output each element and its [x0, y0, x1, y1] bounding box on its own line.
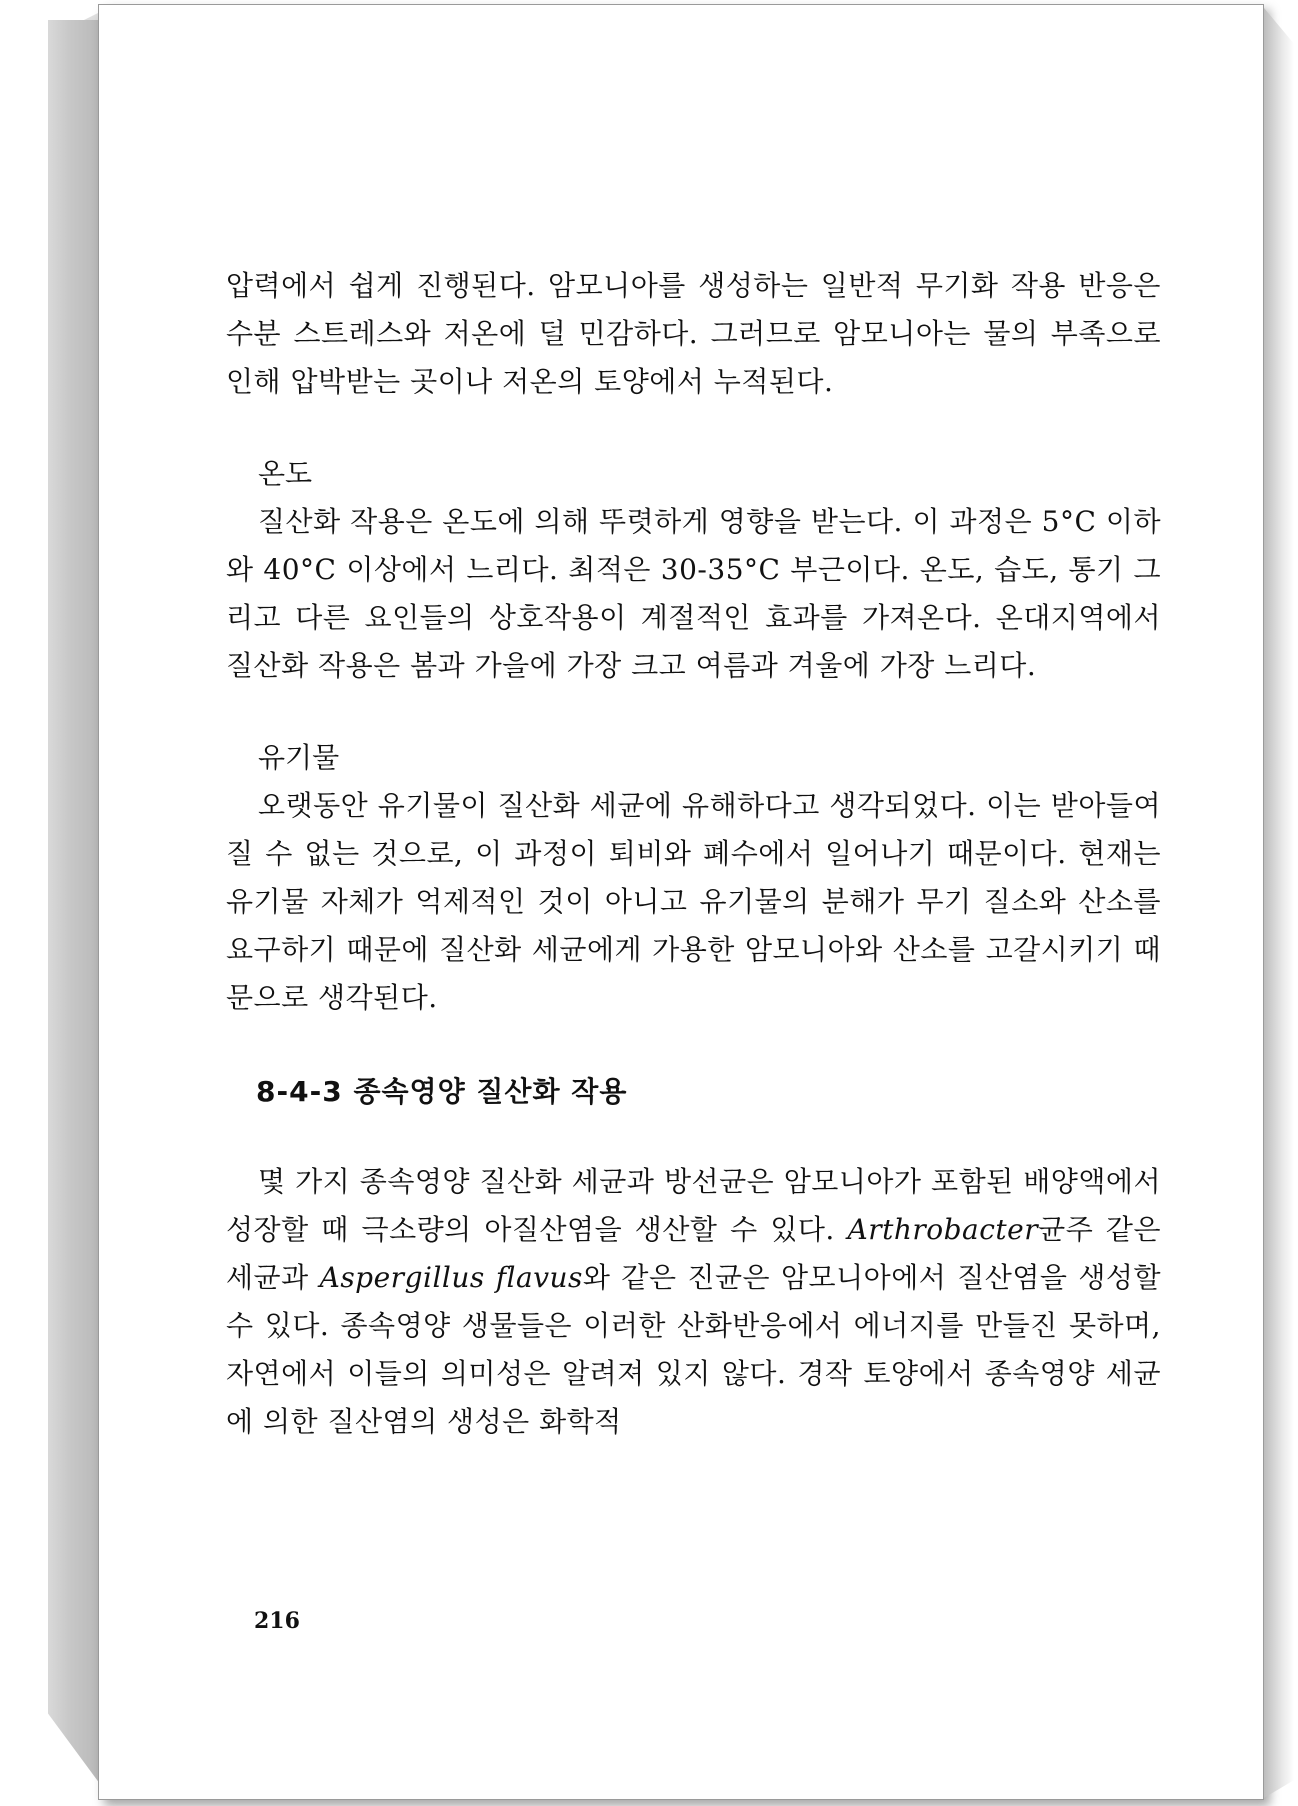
section-title: 8-4-3 종속영양 질산화 작용 — [256, 1075, 628, 1108]
paragraph-intro: 압력에서 쉽게 진행된다. 암모니아를 생성하는 일반적 무기화 작용 반응은 수분 스트레스와 저온에 덜 민감하다. 그러므로 암모니아는 물의 부족으로 인해 압박받는 곳이나 저온의 토양에서 누적된다. — [226, 269, 1161, 398]
page-number: 216 — [254, 1608, 300, 1634]
heading-temperature: 온도 — [258, 457, 313, 490]
text-segment: 균주 같은 세균과 — [226, 1213, 1162, 1294]
paragraph-heterotrophic — [226, 1158, 1161, 1446]
text-segment: 몇 가지 종속영양 질산화 세균과 방선균은 암모니아가 포함된 배양액에서 성장할 때 극소량의 아질산염을 생산할 수 있다. — [226, 1165, 1161, 1246]
species-name-arthrobacter: Arthrobacter — [847, 1213, 1039, 1246]
heading-organic-matter: 유기물 — [258, 741, 340, 774]
species-name-aspergillus: Aspergillus flavus — [319, 1261, 583, 1294]
text-segment: 와 같은 진균은 암모니아에서 질산염을 생성할 수 있다. 종속영양 생물들은 이러한 산화반응에서 에너지를 만들진 못하며, 자연에서 이들의 의미성은 알려져 있지 않다. 경작 토양에서 종속영양 세균에 의한 질산염의 생성은 화학적 — [226, 1261, 1162, 1438]
page-content — [226, 262, 1161, 1446]
book-spine — [48, 20, 100, 1784]
paragraph-organic-matter: 오랫동안 유기물이 질산화 세균에 유해하다고 생각되었다. 이는 받아들여질 수 없는 것으로, 이 과정이 퇴비와 폐수에서 일어나기 때문이다. 현재는 유기물 자체가 억제적인 것이 아니고 유기물의 분해가 무기 질소와 산소를 요구하기 때문에 질산화 세균에게 가용한 암모니아와 산소를 고갈시키기 때문으로 생각된다. — [226, 789, 1161, 1014]
page-right-edge — [1264, 8, 1294, 1798]
paragraph-temperature: 질산화 작용은 온도에 의해 뚜렷하게 영향을 받는다. 이 과정은 5°C 이하와 40°C 이상에서 느리다. 최적은 30-35°C 부근이다. 온도, 습도, 통기 그리고 다른 요인들의 상호작용이 계절적인 효과를 가져온다. 온대지역에서 질산화 작용은 봄과 가을에 가장 크고 여름과 겨울에 가장 느리다. — [226, 505, 1161, 682]
